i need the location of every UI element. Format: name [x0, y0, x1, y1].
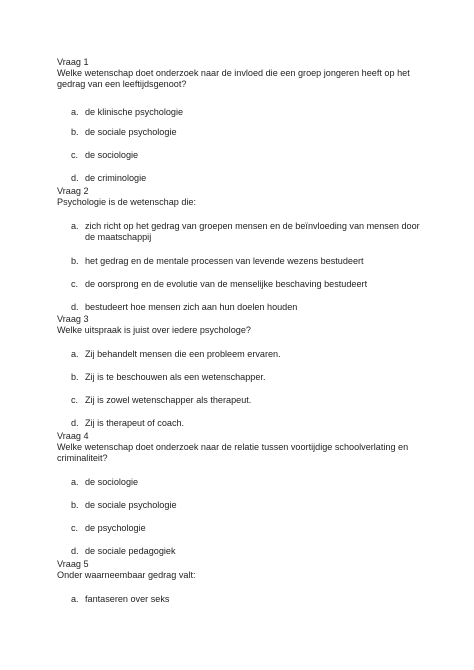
option-letter: b.	[71, 500, 79, 510]
option-3d	[57, 418, 432, 429]
option-text: fantaseren over seks	[85, 594, 170, 604]
option-text: de criminologie	[85, 173, 147, 183]
question-text: Welke wetenschap doet onderzoek naar de invloed die een groep jongeren heeft op het gedrag van een leeftijdsgenoot?	[57, 68, 410, 89]
option-letter: c.	[71, 279, 79, 289]
option-5a	[57, 594, 432, 605]
option-text: de sociale pedagogiek	[85, 546, 176, 556]
option-letter: d.	[71, 418, 79, 428]
question-1	[57, 57, 432, 90]
option-letter: a.	[71, 107, 79, 117]
option-letter: a.	[71, 477, 79, 487]
option-1a	[57, 107, 432, 118]
option-letter: b.	[71, 127, 79, 137]
option-text: bestudeert hoe mensen zich aan hun doelen houden	[85, 302, 298, 312]
option-text: de sociale psychologie	[85, 127, 177, 137]
question-title: Vraag 2	[57, 186, 89, 196]
question-3	[57, 314, 432, 336]
option-letter: c.	[71, 150, 79, 160]
option-text: zich richt op het gedrag van groepen mensen en de beïnvloeding van mensen door de maatschappij	[85, 221, 420, 242]
option-3b	[57, 372, 432, 383]
option-letter: d.	[71, 173, 79, 183]
option-text: de sociologie	[85, 150, 139, 160]
question-text: Psychologie is de wetenschap die:	[57, 197, 197, 207]
option-2d	[57, 302, 432, 313]
option-3a	[57, 349, 432, 360]
option-text: Zij is therapeut of coach.	[85, 418, 185, 428]
option-letter: a.	[71, 594, 79, 604]
option-letter: a.	[71, 221, 79, 231]
option-3c	[57, 395, 432, 406]
option-text: Zij is zowel wetenschapper als therapeut.	[85, 395, 252, 405]
option-2a	[57, 221, 432, 243]
option-text: het gedrag en de mentale processen van levende wezens bestudeert	[85, 256, 364, 266]
option-1d	[57, 173, 432, 184]
option-text: de sociologie	[85, 477, 139, 487]
option-text: de klinische psychologie	[85, 107, 184, 117]
option-4d	[57, 546, 432, 557]
question-title: Vraag 1	[57, 57, 89, 67]
option-letter: d.	[71, 302, 79, 312]
question-2	[57, 186, 432, 208]
option-text: Zij is te beschouwen als een wetenschapper.	[85, 372, 266, 382]
option-text: de oorsprong en de evolutie van de menselijke beschaving bestudeert	[85, 279, 368, 289]
question-text: Welke uitspraak is juist over iedere psychologe?	[57, 325, 251, 335]
question-title: Vraag 3	[57, 314, 89, 324]
option-2b	[57, 256, 432, 267]
question-title: Vraag 5	[57, 559, 89, 569]
question-title: Vraag 4	[57, 431, 89, 441]
option-letter: c.	[71, 395, 79, 405]
question-5	[57, 559, 432, 581]
option-letter: a.	[71, 349, 79, 359]
option-4b	[57, 500, 432, 511]
option-letter: b.	[71, 256, 79, 266]
option-text: de sociale psychologie	[85, 500, 177, 510]
option-1c	[57, 150, 432, 161]
option-4c	[57, 523, 432, 534]
question-text: Onder waarneembaar gedrag valt:	[57, 570, 196, 580]
option-letter: c.	[71, 523, 79, 533]
option-1b	[57, 127, 432, 138]
option-letter: b.	[71, 372, 79, 382]
option-text: de psychologie	[85, 523, 146, 533]
option-letter: d.	[71, 546, 79, 556]
option-4a	[57, 477, 432, 488]
question-text: Welke wetenschap doet onderzoek naar de relatie tussen voortijdige schoolverlating en criminaliteit?	[57, 442, 409, 463]
option-2c	[57, 279, 432, 290]
question-4	[57, 431, 432, 464]
option-text: Zij behandelt mensen die een probleem ervaren.	[85, 349, 281, 359]
